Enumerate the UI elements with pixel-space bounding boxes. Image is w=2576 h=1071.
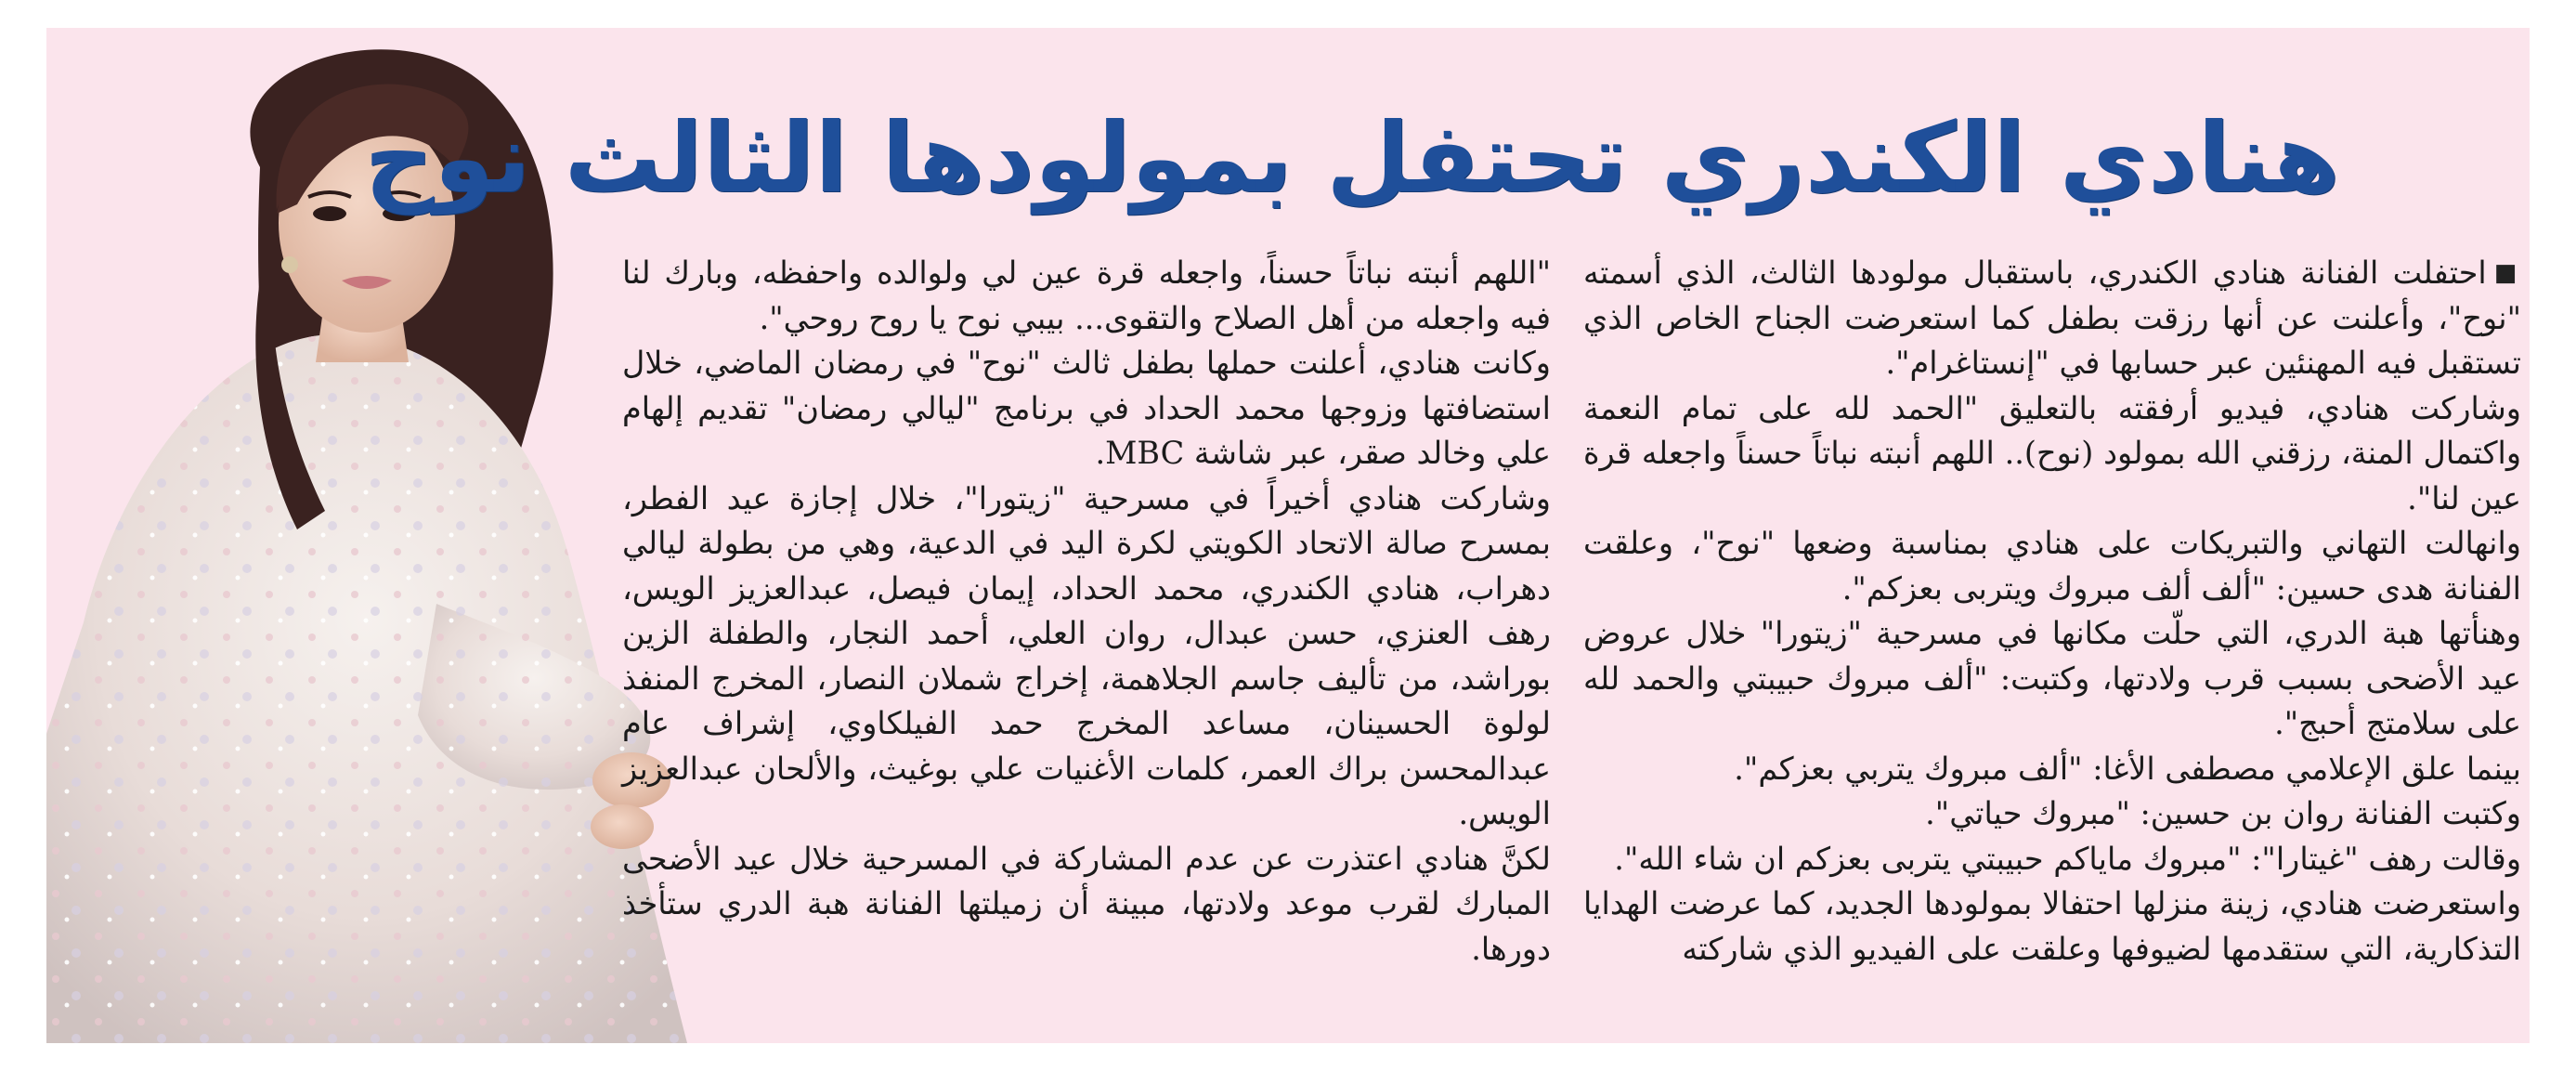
paragraph: لكنَّ هنادي اعتذرت عن عدم المشاركة في المسرحية خلال عيد الأضحى المبارك لقرب موعد ولادتها، مبينة أن زميلتها الفنانة هبة الدري ستأخذ دورها. (622, 840, 1551, 967)
article-column-left (622, 251, 1551, 1012)
paragraph: وقالت رهف "غيتارا": "مبروك ماياكم حبيبتي يتربى بعزكم ان شاء الله". (1614, 840, 2521, 877)
paragraph: وكتبت الفنانة روان بن حسين: "مبروك حياتي". (1925, 795, 2521, 831)
headline: هنادي الكندري تحتفل بمولودها الثالث نوح (364, 101, 2340, 215)
paragraph: وانهالت التهاني والتبريكات على هنادي بمناسبة وضعها "نوح"، وعلقت الفنانة هدى حسين: "ألف ألف مبروك ويتربى بعزكم". (1583, 525, 2521, 607)
paragraph: بينما علق الإعلامي مصطفى الأغا: "ألف مبروك يتربي بعزكم". (1734, 750, 2521, 787)
paragraph: وشاركت هنادي، فيديو أرفقته بالتعليق "الحمد لله على تمام النعمة واكتمال المنة، رزقني الله بمولود (نوح).. اللهم أنبته نباتاً حسناً واجعله قرة عين لنا". (1583, 389, 2521, 516)
paragraph: وشاركت هنادي أخيراً في مسرحية "زيتورا"، خلال إجازة عيد الفطر، بمسرح صالة الاتحاد الكويتي لكرة اليد في الدعية، وهي من بطولة ليالي دهراب، هنادي الكندري، محمد الحداد، إيمان فيصل، عبدالعزيز الويس، رهف العنزي، حسن عبدال، روان العلي، أحمد النجار، والطفلة الزين بوراشد، من تأليف جاسم الجلاهمة، إخراج شملان النصار، المخرج المنفذ لولوة الحسينان، مساعد المخرج حمد الفيلكاوي، إشراف عام عبدالمحسن براك العمر، كلمات الأغنيات علي بوغيث، والألحان عبدالعزيز الويس. (622, 479, 1551, 831)
bullet-marker: ■ (2493, 259, 2521, 287)
paragraph: "اللهم أنبته نباتاً حسناً، واجعله قرة عين لي ولوالده واحفظه، وبارك لنا فيه واجعله من أهل الصلاح والتقوى... بيبي نوح يا روح روحي". (622, 255, 1551, 336)
article-column-right (1583, 251, 2521, 1012)
paragraph: ■احتفلت الفنانة هنادي الكندري، باستقبال مولودها الثالث، الذي أسمته "نوح"، وأعلنت عن أنها رزقت بطفل كما استعرضت الجناح الخاص الذي تستقبل فيه المهنئين عبر حسابها في "إنستاغرام". (1583, 255, 2521, 381)
paragraph: وكانت هنادي، أعلنت حملها بطفل ثالث "نوح" في رمضان الماضي، خلال استضافتها وزوجها محمد الحداد في برنامج "ليالي رمضان" تقديم إلهام علي وخالد صقر، عبر شاشة MBC. (622, 345, 1551, 471)
paragraph: واستعرضت هنادي، زينة منزلها احتفالا بمولودها الجديد، كما عرضت الهدايا التذكارية، التي ستقدمها لضيوفها وعلقت على الفيديو الذي شاركته (1583, 885, 2521, 967)
paragraph: وهنأتها هبة الدري، التي حلّت مكانها في مسرحية "زيتورا" خلال عروض عيد الأضحى بسبب قرب ولادتها، وكتبت: "ألف مبروك حبيبتي والحمد لله على سلامتج أحبج". (1583, 615, 2521, 741)
